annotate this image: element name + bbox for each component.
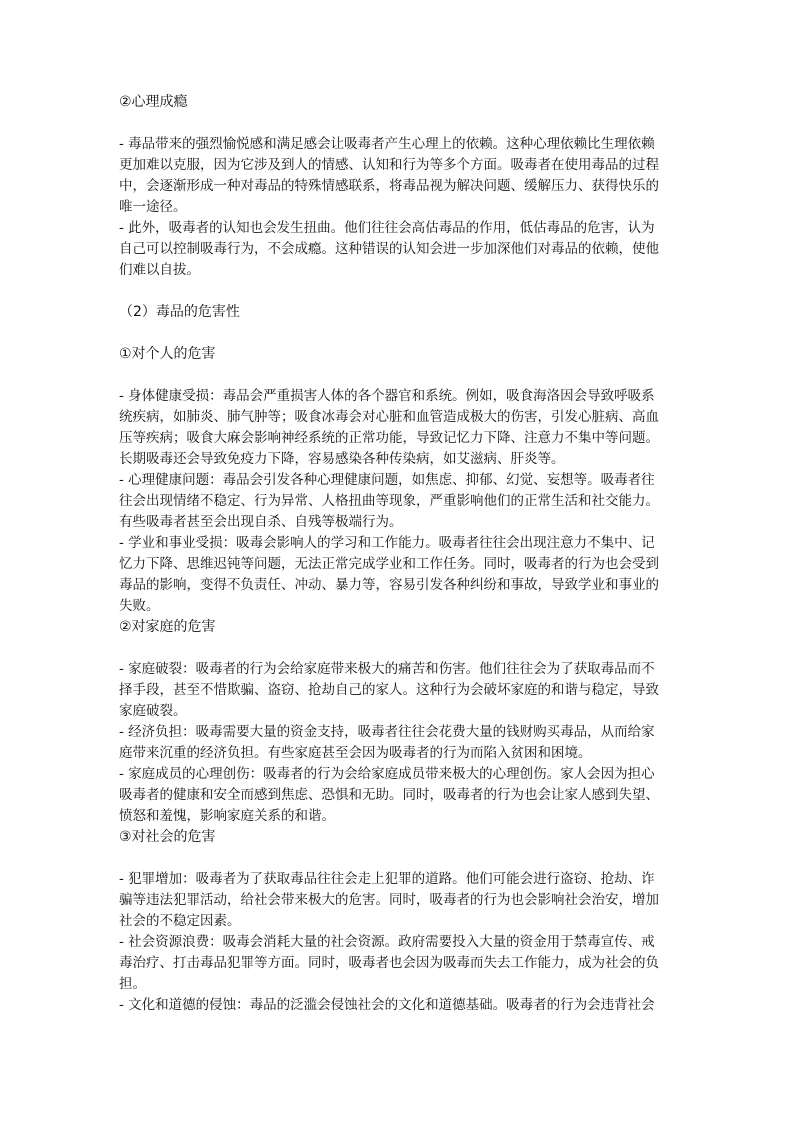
text-line: - 心理健康问题：毒品会引发各种心理健康问题，如焦虑、抑郁、幻觉、妄想等。吸毒者往 [119, 472, 655, 488]
paragraph-culture-erosion [119, 995, 679, 1016]
text-line: 失败。 [119, 598, 160, 614]
text-line: 吸毒者的健康和安全而感到焦虑、恐惧和无助。同时，吸毒者的行为也会让家人感到失望、 [119, 787, 659, 803]
text-line: - 家庭破裂：吸毒者的行为会给家庭带来极大的痛苦和伤害。他们往往会为了获取毒品而不 [119, 661, 655, 677]
text-line: 愤怒和羞愧，影响家庭关系的和谐。 [119, 808, 335, 824]
text-line: 骗等违法犯罪活动，给社会带来极大的危害。同时，吸毒者的行为也会影响社会治安，增加 [119, 892, 659, 908]
text-line: 择手段，甚至不惜欺骗、盗窃、抢劫自己的家人。这种行为会破坏家庭的和谐与稳定，导致 [119, 682, 659, 698]
text-line: - 犯罪增加：吸毒者为了获取毒品往往会走上犯罪的道路。他们可能会进行盗窃、抢劫、诈 [119, 871, 655, 887]
text-line: - 此外，吸毒者的认知也会发生扭曲。他们往往会高估毒品的作用，低估毒品的危害，认为 [119, 220, 655, 236]
paragraph-crime-increase [119, 869, 679, 932]
text-line: 自己可以控制吸毒行为，不会成瘾。这种错误的认知会进一步加深他们对毒品的依赖，使他 [119, 241, 659, 257]
paragraph-cognitive-distortion [119, 218, 679, 281]
text-line: - 经济负担：吸毒需要大量的资金支持，吸毒者往往会花费大量的钱财购买毒品，从而给家 [119, 724, 655, 740]
paragraph-mental-health [119, 470, 679, 533]
text-line: 社会的不稳定因素。 [119, 913, 241, 929]
paragraph-physical-health [119, 386, 679, 470]
text-line: 毒品的影响，变得不负责任、冲动、暴力等，容易引发各种纠纷和事故，导致学业和事业的 [119, 577, 659, 593]
spacer [119, 848, 679, 869]
paragraph-family-trauma [119, 764, 679, 827]
subsection-heading-family: ②对家庭的危害 [119, 619, 216, 635]
text-line: - 学业和事业受损：吸毒会影响人的学习和工作能力。吸毒者往往会出现注意力不集中、记 [119, 535, 655, 551]
text-line: - 文化和道德的侵蚀：毒品的泛滥会侵蚀社会的文化和道德基础。吸毒者的行为会违背社会 [119, 997, 655, 1013]
paragraph-psych-dependence [119, 134, 679, 218]
text-line: 有些吸毒者甚至会出现自杀、自残等极端行为。 [119, 514, 403, 530]
paragraph-study-career [119, 533, 679, 617]
subsection-heading-individual: ①对个人的危害 [119, 346, 216, 362]
text-line: 庭带来沉重的经济负担。有些家庭甚至会因为吸毒者的行为而陷入贫困和困境。 [119, 745, 592, 761]
text-line: 担。 [119, 976, 146, 992]
text-line: 家庭破裂。 [119, 703, 187, 719]
text-line: - 身体健康受损：毒品会严重损害人体的各个器官和系统。例如，吸食海洛因会导致呼吸系 [119, 388, 655, 404]
spacer [119, 113, 679, 134]
text-line: 忆力下降、思维迟钝等问题，无法正常完成学业和工作任务。同时，吸毒者的行为也会受到 [119, 556, 659, 572]
text-line: 中，会逐渐形成一种对毒品的特殊情感联系，将毒品视为解决问题、缓解压力、获得快乐的 [119, 178, 659, 194]
text-line: - 社会资源浪费：吸毒会消耗大量的社会资源。政府需要投入大量的资金用于禁毒宣传、戒 [119, 934, 655, 950]
document-page [119, 92, 679, 1016]
text-line: 唯一途径。 [119, 199, 187, 215]
spacer [119, 365, 679, 386]
section-heading-drug-harm: （2）毒品的危害性 [119, 304, 240, 320]
text-line: 往会出现情绪不稳定、行为异常、人格扭曲等现象，严重影响他们的正常生活和社交能力。 [119, 493, 659, 509]
text-line: 更加难以克服，因为它涉及到人的情感、认知和行为等多个方面。吸毒者在使用毒品的过程 [119, 157, 659, 173]
text-line: - 家庭成员的心理创伤：吸毒者的行为会给家庭成员带来极大的心理创伤。家人会因为担心 [119, 766, 655, 782]
text-line: 们难以自拔。 [119, 262, 200, 278]
text-line: 毒治疗、打击毒品犯罪等方面。同时，吸毒者也会因为吸毒而失去工作能力，成为社会的负 [119, 955, 659, 971]
text-line: 统疾病，如肺炎、肺气肿等；吸食冰毒会对心脏和血管造成极大的伤害，引发心脏病、高血 [119, 409, 659, 425]
spacer [119, 638, 679, 659]
subsection-heading-society: ③对社会的危害 [119, 829, 216, 845]
text-line: 压等疾病；吸食大麻会影响神经系统的正常功能，导致记忆力下降、注意力不集中等问题。 [119, 430, 659, 446]
section-heading-psych-addiction: ②心理成瘾 [119, 94, 188, 110]
paragraph-economic-burden [119, 722, 679, 764]
text-line: - 毒品带来的强烈愉悦感和满足感会让吸毒者产生心理上的依赖。这种心理依赖比生理依赖 [119, 136, 655, 152]
text-line: 长期吸毒还会导致免疫力下降，容易感染各种传染病，如艾滋病、肝炎等。 [119, 451, 565, 467]
spacer [119, 323, 679, 344]
paragraph-family-breakup [119, 659, 679, 722]
paragraph-resource-waste [119, 932, 679, 995]
spacer [119, 281, 679, 302]
